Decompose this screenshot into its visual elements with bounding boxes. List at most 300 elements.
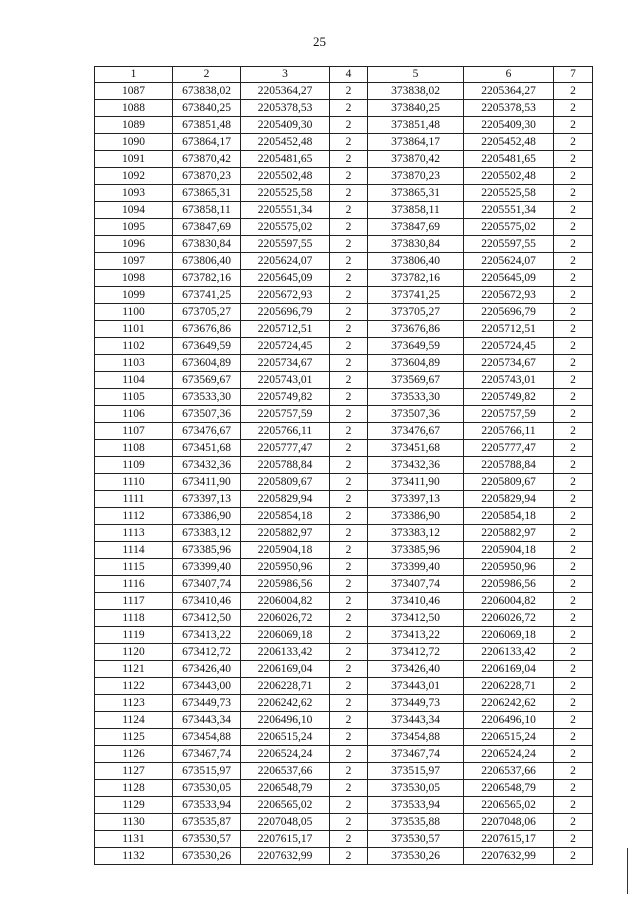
table-cell: 2205749,82 — [464, 389, 554, 406]
table-cell: 2205502,48 — [241, 168, 330, 185]
table-cell: 373451,68 — [368, 440, 464, 457]
table-cell: 673782,16 — [173, 270, 241, 287]
table-cell: 1107 — [95, 423, 173, 440]
table-cell: 373830,84 — [368, 236, 464, 253]
table-cell: 2205575,02 — [464, 219, 554, 236]
table-cell: 2206133,42 — [464, 644, 554, 661]
table-cell: 373407,74 — [368, 576, 464, 593]
table-cell: 2 — [554, 355, 593, 372]
table-cell: 2205525,58 — [241, 185, 330, 202]
table-cell: 2205645,09 — [464, 270, 554, 287]
table-cell: 2205882,97 — [464, 525, 554, 542]
table-cell: 2206169,04 — [464, 661, 554, 678]
table-row — [95, 134, 593, 151]
table-cell: 2 — [330, 185, 368, 202]
table-cell: 2 — [330, 576, 368, 593]
table-cell: 2205551,34 — [464, 202, 554, 219]
table-cell: 2206228,71 — [464, 678, 554, 695]
table-row — [95, 253, 593, 270]
table-cell: 2205809,67 — [464, 474, 554, 491]
table-row — [95, 508, 593, 525]
table-cell: 673476,67 — [173, 423, 241, 440]
table-row — [95, 627, 593, 644]
table-cell: 373870,23 — [368, 168, 464, 185]
table-cell: 2206228,71 — [241, 678, 330, 695]
table-cell: 373443,34 — [368, 712, 464, 729]
table-cell: 2 — [330, 848, 368, 865]
table-cell: 673530,05 — [173, 780, 241, 797]
table-cell: 2 — [330, 491, 368, 508]
header-cell: 6 — [464, 67, 554, 83]
table-cell: 2205743,01 — [241, 372, 330, 389]
table-cell: 673407,74 — [173, 576, 241, 593]
table-cell: 373432,36 — [368, 457, 464, 474]
table-cell: 1098 — [95, 270, 173, 287]
table-cell: 2 — [554, 253, 593, 270]
table-cell: 1101 — [95, 321, 173, 338]
table-cell: 373676,86 — [368, 321, 464, 338]
table-row — [95, 185, 593, 202]
table-cell: 673858,11 — [173, 202, 241, 219]
table-cell: 2205502,48 — [464, 168, 554, 185]
table-cell: 2 — [330, 661, 368, 678]
table-cell: 2 — [554, 338, 593, 355]
table-cell: 373385,96 — [368, 542, 464, 559]
table-row — [95, 542, 593, 559]
table-cell: 2 — [554, 474, 593, 491]
table-cell: 2205481,65 — [241, 151, 330, 168]
table-cell: 373838,02 — [368, 83, 464, 100]
table-row — [95, 814, 593, 831]
table-row — [95, 372, 593, 389]
table-cell: 2 — [330, 236, 368, 253]
table-row — [95, 389, 593, 406]
table-cell: 373604,89 — [368, 355, 464, 372]
table-cell: 2206515,24 — [241, 729, 330, 746]
table-cell: 2205452,48 — [241, 134, 330, 151]
table-row — [95, 287, 593, 304]
table-cell: 673383,12 — [173, 525, 241, 542]
table-row — [95, 559, 593, 576]
table-cell: 2205904,18 — [241, 542, 330, 559]
table-cell: 1114 — [95, 542, 173, 559]
table-cell: 2 — [554, 423, 593, 440]
table-cell: 2207615,17 — [464, 831, 554, 848]
table-cell: 2206069,18 — [464, 627, 554, 644]
table-cell: 1095 — [95, 219, 173, 236]
table-cell: 2205364,27 — [464, 83, 554, 100]
table-row — [95, 117, 593, 134]
table-cell: 2205481,65 — [464, 151, 554, 168]
table-cell: 1115 — [95, 559, 173, 576]
table-row — [95, 304, 593, 321]
table-cell: 2 — [554, 202, 593, 219]
table-cell: 2205986,56 — [241, 576, 330, 593]
table-cell: 1121 — [95, 661, 173, 678]
table-cell: 373530,57 — [368, 831, 464, 848]
table-cell: 2 — [554, 185, 593, 202]
table-cell: 673830,84 — [173, 236, 241, 253]
header-cell: 2 — [173, 67, 241, 83]
table-cell: 373741,25 — [368, 287, 464, 304]
table-cell: 1094 — [95, 202, 173, 219]
table-cell: 2 — [330, 525, 368, 542]
table-cell: 2 — [554, 321, 593, 338]
table-cell: 373443,01 — [368, 678, 464, 695]
table-cell: 2 — [330, 389, 368, 406]
table-cell: 2 — [554, 389, 593, 406]
table-cell: 2 — [330, 117, 368, 134]
table-cell: 673397,13 — [173, 491, 241, 508]
table-cell: 2205712,51 — [464, 321, 554, 338]
header-cell: 4 — [330, 67, 368, 83]
table-cell: 2205788,84 — [464, 457, 554, 474]
table-row — [95, 100, 593, 117]
table-row — [95, 797, 593, 814]
table-cell: 2 — [554, 593, 593, 610]
table-cell: 2206496,10 — [241, 712, 330, 729]
table-cell: 2205734,67 — [241, 355, 330, 372]
table-cell: 1088 — [95, 100, 173, 117]
table-cell: 2 — [330, 746, 368, 763]
table-cell: 673604,89 — [173, 355, 241, 372]
table-row — [95, 848, 593, 865]
table-cell: 2205854,18 — [241, 508, 330, 525]
table-cell: 2205712,51 — [241, 321, 330, 338]
table-cell: 673443,34 — [173, 712, 241, 729]
table-cell: 2 — [330, 202, 368, 219]
table-cell: 2 — [330, 780, 368, 797]
table-cell: 2 — [554, 797, 593, 814]
table-cell: 2206548,79 — [241, 780, 330, 797]
table-cell: 2206548,79 — [464, 780, 554, 797]
table-cell: 673870,42 — [173, 151, 241, 168]
table-cell: 2 — [330, 83, 368, 100]
table-cell: 2 — [330, 168, 368, 185]
table-cell: 2205672,93 — [464, 287, 554, 304]
table-cell: 373412,72 — [368, 644, 464, 661]
table-cell: 2 — [330, 270, 368, 287]
table-cell: 373533,94 — [368, 797, 464, 814]
table-cell: 673806,40 — [173, 253, 241, 270]
table-cell: 373870,42 — [368, 151, 464, 168]
table-cell: 2206537,66 — [464, 763, 554, 780]
table-cell: 673676,86 — [173, 321, 241, 338]
table-cell: 1090 — [95, 134, 173, 151]
table-cell: 2 — [554, 610, 593, 627]
table-cell: 2206169,04 — [241, 661, 330, 678]
table-cell: 373806,40 — [368, 253, 464, 270]
table-cell: 1125 — [95, 729, 173, 746]
table-cell: 673649,59 — [173, 338, 241, 355]
table-cell: 373864,17 — [368, 134, 464, 151]
table-cell: 1104 — [95, 372, 173, 389]
table-cell: 2 — [330, 729, 368, 746]
table-cell: 373515,97 — [368, 763, 464, 780]
table-cell: 1123 — [95, 695, 173, 712]
table-cell: 1126 — [95, 746, 173, 763]
table-cell: 2 — [554, 440, 593, 457]
table-cell: 2205788,84 — [241, 457, 330, 474]
table-cell: 2205624,07 — [241, 253, 330, 270]
table-cell: 2 — [330, 321, 368, 338]
table-cell: 1122 — [95, 678, 173, 695]
table-cell: 1112 — [95, 508, 173, 525]
table-cell: 2 — [330, 559, 368, 576]
header-cell: 3 — [241, 67, 330, 83]
table-cell: 2 — [330, 542, 368, 559]
table-cell: 1116 — [95, 576, 173, 593]
table-cell: 2205809,67 — [241, 474, 330, 491]
table-cell: 373782,16 — [368, 270, 464, 287]
table-cell: 2206515,24 — [464, 729, 554, 746]
table-cell: 673741,25 — [173, 287, 241, 304]
table-cell: 373412,50 — [368, 610, 464, 627]
table-cell: 2205757,59 — [464, 406, 554, 423]
table-cell: 2 — [554, 678, 593, 695]
table-cell: 2205777,47 — [241, 440, 330, 457]
table-cell: 373865,31 — [368, 185, 464, 202]
table-cell: 2 — [330, 831, 368, 848]
table-cell: 2 — [554, 457, 593, 474]
table-cell: 2 — [330, 406, 368, 423]
table-cell: 673399,40 — [173, 559, 241, 576]
table-row — [95, 355, 593, 372]
table-cell: 2 — [330, 474, 368, 491]
table-cell: 2 — [554, 406, 593, 423]
table-cell: 1093 — [95, 185, 173, 202]
table-cell: 2 — [330, 338, 368, 355]
table-row — [95, 729, 593, 746]
table-cell: 673851,48 — [173, 117, 241, 134]
table-cell: 1132 — [95, 848, 173, 865]
table-cell: 2 — [330, 797, 368, 814]
table-row — [95, 780, 593, 797]
table-cell: 2 — [554, 219, 593, 236]
table-cell: 1130 — [95, 814, 173, 831]
table-cell: 1087 — [95, 83, 173, 100]
header-cell: 5 — [368, 67, 464, 83]
table-row — [95, 695, 593, 712]
table-row — [95, 423, 593, 440]
table-cell: 373383,12 — [368, 525, 464, 542]
table-cell: 2205597,55 — [464, 236, 554, 253]
table-cell: 2 — [330, 610, 368, 627]
table-cell: 1119 — [95, 627, 173, 644]
table-cell: 2 — [554, 746, 593, 763]
table-cell: 1099 — [95, 287, 173, 304]
table-body — [95, 83, 593, 865]
table-cell: 2205950,96 — [464, 559, 554, 576]
table-row — [95, 168, 593, 185]
table-cell: 2205575,02 — [241, 219, 330, 236]
table-cell: 2207615,17 — [241, 831, 330, 848]
table-row — [95, 474, 593, 491]
table-cell: 673533,30 — [173, 389, 241, 406]
table-cell: 673451,68 — [173, 440, 241, 457]
table-cell: 1127 — [95, 763, 173, 780]
table-cell: 1091 — [95, 151, 173, 168]
table-cell: 1109 — [95, 457, 173, 474]
table-cell: 2205766,11 — [241, 423, 330, 440]
table-row — [95, 525, 593, 542]
table-cell: 2 — [330, 253, 368, 270]
table-cell: 373507,36 — [368, 406, 464, 423]
table-cell: 2 — [554, 627, 593, 644]
table-cell: 1131 — [95, 831, 173, 848]
table-cell: 1089 — [95, 117, 173, 134]
table-cell: 2 — [330, 372, 368, 389]
table-cell: 2 — [330, 763, 368, 780]
table-cell: 2 — [330, 304, 368, 321]
table-cell: 1118 — [95, 610, 173, 627]
table-cell: 2205986,56 — [464, 576, 554, 593]
table-cell: 1100 — [95, 304, 173, 321]
table-row — [95, 321, 593, 338]
table-cell: 673569,67 — [173, 372, 241, 389]
table-cell: 1092 — [95, 168, 173, 185]
table-cell: 2 — [554, 814, 593, 831]
table-cell: 2 — [554, 644, 593, 661]
table-cell: 2 — [330, 593, 368, 610]
table-cell: 2205829,94 — [464, 491, 554, 508]
table-cell: 2 — [554, 372, 593, 389]
table-cell: 2 — [554, 287, 593, 304]
table-cell: 2 — [554, 729, 593, 746]
table-cell: 373449,73 — [368, 695, 464, 712]
table-cell: 673535,87 — [173, 814, 241, 831]
table-cell: 673864,17 — [173, 134, 241, 151]
table-cell: 373535,88 — [368, 814, 464, 831]
table-cell: 673847,69 — [173, 219, 241, 236]
coordinates-table — [94, 66, 593, 865]
table-cell: 373467,74 — [368, 746, 464, 763]
header-cell: 1 — [95, 67, 173, 83]
table-cell: 673443,00 — [173, 678, 241, 695]
table-cell: 2206524,24 — [241, 746, 330, 763]
table-cell: 2206004,82 — [464, 593, 554, 610]
table-cell: 2207048,06 — [464, 814, 554, 831]
table-cell: 673865,31 — [173, 185, 241, 202]
table-cell: 673870,23 — [173, 168, 241, 185]
table-cell: 2 — [554, 661, 593, 678]
table-cell: 373476,67 — [368, 423, 464, 440]
table-cell: 1105 — [95, 389, 173, 406]
table-cell: 373533,30 — [368, 389, 464, 406]
table-cell: 2205766,11 — [464, 423, 554, 440]
table-cell: 1111 — [95, 491, 173, 508]
table-cell: 2205378,53 — [464, 100, 554, 117]
table-cell: 673454,88 — [173, 729, 241, 746]
table-cell: 373840,25 — [368, 100, 464, 117]
table-cell: 2206496,10 — [464, 712, 554, 729]
table-cell: 2206026,72 — [241, 610, 330, 627]
table-cell: 673411,90 — [173, 474, 241, 491]
table-cell: 2 — [330, 355, 368, 372]
table-cell: 373411,90 — [368, 474, 464, 491]
table-cell: 673412,72 — [173, 644, 241, 661]
table-cell: 2 — [554, 168, 593, 185]
table-cell: 2206026,72 — [464, 610, 554, 627]
table-cell: 1124 — [95, 712, 173, 729]
table-cell: 373705,27 — [368, 304, 464, 321]
table-cell: 673449,73 — [173, 695, 241, 712]
table-cell: 2 — [554, 134, 593, 151]
table-cell: 2205624,07 — [464, 253, 554, 270]
table-cell: 2206242,62 — [464, 695, 554, 712]
table-cell: 2 — [554, 270, 593, 287]
table-cell: 2 — [554, 236, 593, 253]
table-cell: 373397,13 — [368, 491, 464, 508]
table-row — [95, 83, 593, 100]
table-row — [95, 406, 593, 423]
table-row — [95, 270, 593, 287]
table-row — [95, 746, 593, 763]
table-cell: 673530,57 — [173, 831, 241, 848]
table-row — [95, 763, 593, 780]
table-cell: 2207632,99 — [464, 848, 554, 865]
table-cell: 2205409,30 — [464, 117, 554, 134]
table-cell: 2205597,55 — [241, 236, 330, 253]
table-cell: 2 — [554, 542, 593, 559]
page-number: 25 — [313, 34, 326, 49]
table-cell: 673413,22 — [173, 627, 241, 644]
table-cell: 2 — [554, 576, 593, 593]
table-cell: 673533,94 — [173, 797, 241, 814]
table-cell: 2 — [330, 814, 368, 831]
table-cell: 2 — [554, 151, 593, 168]
table-cell: 2 — [330, 712, 368, 729]
table-cell: 2205724,45 — [241, 338, 330, 355]
table-row — [95, 219, 593, 236]
table-cell: 673412,50 — [173, 610, 241, 627]
table-cell: 373530,26 — [368, 848, 464, 865]
table-row — [95, 202, 593, 219]
table-cell: 2205950,96 — [241, 559, 330, 576]
table-cell: 1103 — [95, 355, 173, 372]
table-cell: 2206004,82 — [241, 593, 330, 610]
table-cell: 2205882,97 — [241, 525, 330, 542]
table-cell: 2205672,93 — [241, 287, 330, 304]
table-cell: 2205904,18 — [464, 542, 554, 559]
table-cell: 2 — [330, 287, 368, 304]
table-row — [95, 831, 593, 848]
table-cell: 2205854,18 — [464, 508, 554, 525]
table-cell: 2205749,82 — [241, 389, 330, 406]
table-cell: 1128 — [95, 780, 173, 797]
table-cell: 2207632,99 — [241, 848, 330, 865]
table-cell: 2205364,27 — [241, 83, 330, 100]
header-cell: 7 — [554, 67, 593, 83]
table-cell: 2 — [554, 508, 593, 525]
table-cell: 673385,96 — [173, 542, 241, 559]
table-cell: 1117 — [95, 593, 173, 610]
table-cell: 673432,36 — [173, 457, 241, 474]
table-cell: 2 — [330, 440, 368, 457]
table-cell: 673840,25 — [173, 100, 241, 117]
table-cell: 2205724,45 — [464, 338, 554, 355]
table-cell: 373851,48 — [368, 117, 464, 134]
table-cell: 2206524,24 — [464, 746, 554, 763]
table-cell: 2206565,02 — [464, 797, 554, 814]
table-row — [95, 678, 593, 695]
table-cell: 673467,74 — [173, 746, 241, 763]
table-cell: 2205696,79 — [464, 304, 554, 321]
table-cell: 2205743,01 — [464, 372, 554, 389]
table-cell: 2205525,58 — [464, 185, 554, 202]
table-cell: 373569,67 — [368, 372, 464, 389]
table-cell: 373858,11 — [368, 202, 464, 219]
